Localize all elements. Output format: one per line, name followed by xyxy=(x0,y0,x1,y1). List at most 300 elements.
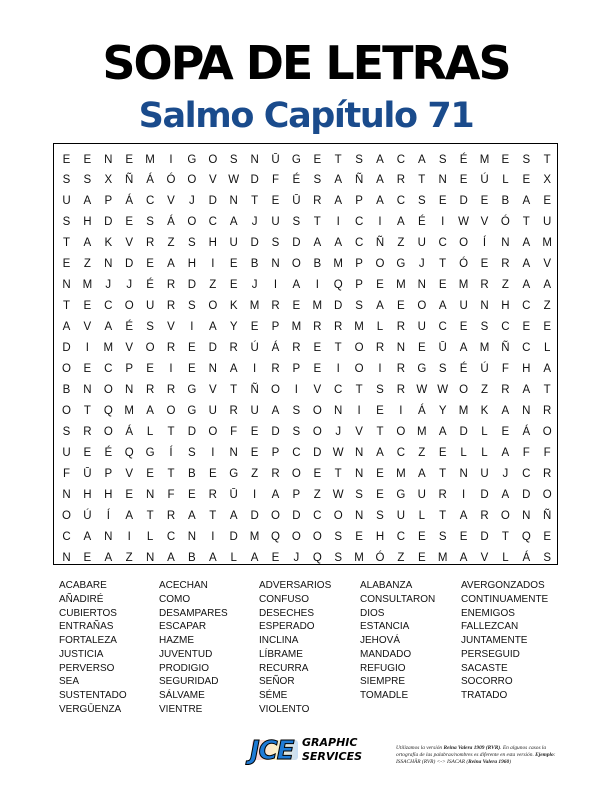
grid-cell[interactable]: O xyxy=(103,383,113,396)
grid-cell[interactable]: B xyxy=(188,467,196,480)
grid-cell[interactable]: I xyxy=(127,530,131,543)
grid-cell[interactable]: U xyxy=(480,467,489,480)
grid-cell[interactable]: M xyxy=(333,258,343,271)
grid-cell[interactable]: A xyxy=(208,551,217,564)
grid-cell[interactable]: L xyxy=(460,446,467,459)
grid-cell[interactable]: G xyxy=(396,258,406,271)
grid-cell[interactable]: E xyxy=(376,467,384,480)
grid-cell[interactable]: E xyxy=(501,153,510,166)
grid-cell[interactable]: I xyxy=(336,216,340,229)
grid-cell[interactable]: A xyxy=(167,551,175,564)
grid-cell[interactable]: N xyxy=(438,174,447,187)
grid-cell[interactable]: J xyxy=(335,425,342,438)
grid-cell[interactable]: X xyxy=(104,174,113,187)
grid-cell[interactable]: G xyxy=(187,404,197,417)
grid-cell[interactable]: J xyxy=(293,551,300,564)
grid-cell[interactable]: O xyxy=(375,258,385,271)
grid-cell[interactable]: R xyxy=(396,321,406,334)
grid-cell[interactable]: B xyxy=(188,551,196,564)
grid-cell[interactable]: D xyxy=(125,258,134,271)
grid-cell[interactable]: D xyxy=(334,300,343,313)
grid-cell[interactable]: A xyxy=(188,509,196,522)
grid-cell[interactable]: O xyxy=(208,425,218,438)
grid-cell[interactable]: E xyxy=(146,363,154,375)
grid-cell[interactable]: N xyxy=(354,467,364,480)
grid-cell[interactable]: L xyxy=(230,551,237,564)
grid-cell[interactable]: Y xyxy=(229,321,238,334)
grid-cell[interactable]: I xyxy=(252,363,257,375)
grid-cell[interactable]: A xyxy=(501,446,510,459)
grid-cell[interactable]: J xyxy=(502,467,509,480)
grid-cell[interactable]: H xyxy=(83,216,92,229)
grid-cell[interactable]: M xyxy=(82,279,93,292)
grid-cell[interactable]: A xyxy=(376,153,384,166)
grid-cell[interactable]: C xyxy=(522,300,531,313)
grid-cell[interactable]: E xyxy=(188,363,196,375)
grid-cell[interactable]: E xyxy=(459,321,468,334)
grid-cell[interactable]: E xyxy=(125,216,134,229)
grid-cell[interactable]: A xyxy=(543,363,552,375)
grid-cell[interactable]: T xyxy=(334,153,342,166)
grid-cell[interactable]: I xyxy=(252,488,257,501)
grid-cell[interactable]: A xyxy=(334,237,343,250)
grid-cell[interactable]: A xyxy=(334,195,343,208)
grid-cell[interactable]: N xyxy=(522,509,531,522)
grid-cell[interactable]: W xyxy=(458,216,470,229)
grid-cell[interactable]: D xyxy=(187,425,197,438)
grid-cell[interactable]: A xyxy=(62,321,71,334)
grid-cell[interactable]: Z xyxy=(125,551,133,564)
grid-cell[interactable]: R xyxy=(166,383,176,396)
grid-cell[interactable]: Ó xyxy=(375,551,385,564)
grid-cell[interactable]: J xyxy=(418,258,425,271)
grid-cell[interactable]: E xyxy=(313,153,322,166)
grid-cell[interactable]: M xyxy=(458,404,469,417)
grid-cell[interactable]: S xyxy=(62,174,71,187)
grid-cell[interactable]: T xyxy=(418,174,426,187)
grid-cell[interactable]: I xyxy=(399,404,403,417)
grid-cell[interactable]: Ó xyxy=(166,174,176,187)
grid-cell[interactable]: R xyxy=(313,195,322,208)
grid-cell[interactable]: I xyxy=(85,342,89,355)
grid-cell[interactable]: C xyxy=(396,446,406,459)
grid-cell[interactable]: D xyxy=(313,446,322,459)
grid-cell[interactable]: N xyxy=(83,383,92,396)
grid-cell[interactable]: T xyxy=(355,383,363,396)
grid-cell[interactable]: M xyxy=(354,551,364,564)
grid-cell[interactable]: R xyxy=(543,467,552,480)
grid-cell[interactable]: N xyxy=(62,551,71,564)
grid-cell[interactable]: E xyxy=(313,342,322,355)
grid-cell[interactable]: E xyxy=(83,153,92,166)
grid-cell[interactable]: É xyxy=(104,446,113,459)
grid-cell[interactable]: R xyxy=(229,404,238,417)
grid-cell[interactable]: Y xyxy=(438,404,447,417)
grid-cell[interactable]: É xyxy=(292,174,301,187)
grid-cell[interactable]: Ū xyxy=(83,467,92,480)
grid-cell[interactable]: S xyxy=(438,363,447,375)
grid-cell[interactable]: V xyxy=(125,467,134,480)
grid-cell[interactable]: R xyxy=(396,174,406,187)
grid-cell[interactable]: C xyxy=(145,195,155,208)
grid-cell[interactable]: Ū xyxy=(292,195,301,208)
grid-cell[interactable]: B xyxy=(313,258,322,271)
grid-cell[interactable]: R xyxy=(375,342,385,355)
grid-cell[interactable]: F xyxy=(271,174,280,187)
grid-cell[interactable]: H xyxy=(522,363,531,375)
grid-cell[interactable]: T xyxy=(334,467,342,480)
grid-cell[interactable]: Z xyxy=(543,300,551,313)
grid-cell[interactable]: P xyxy=(104,467,113,480)
grid-cell[interactable]: Q xyxy=(312,551,322,564)
grid-cell[interactable]: A xyxy=(250,551,259,564)
grid-cell[interactable]: U xyxy=(396,509,406,522)
grid-cell[interactable]: S xyxy=(188,446,196,459)
grid-cell[interactable]: A xyxy=(459,509,468,522)
grid-cell[interactable]: E xyxy=(417,530,426,543)
grid-cell[interactable]: D xyxy=(208,195,217,208)
grid-cell[interactable]: Í xyxy=(169,446,173,459)
grid-cell[interactable]: Á xyxy=(146,174,154,187)
grid-cell[interactable]: N xyxy=(187,530,197,543)
grid-cell[interactable]: Z xyxy=(251,467,259,480)
grid-cell[interactable]: A xyxy=(459,342,468,355)
grid-cell[interactable]: D xyxy=(292,237,301,250)
grid-cell[interactable]: Í xyxy=(482,237,487,250)
grid-cell[interactable]: N xyxy=(145,551,155,564)
grid-cell[interactable]: B xyxy=(250,258,259,271)
grid-cell[interactable]: L xyxy=(481,425,488,438)
grid-cell[interactable]: E xyxy=(376,279,384,292)
grid-cell[interactable]: O xyxy=(271,383,280,396)
grid-cell[interactable]: E xyxy=(250,425,259,438)
grid-cell[interactable]: N xyxy=(208,363,217,375)
grid-cell[interactable]: R xyxy=(480,509,489,522)
grid-cell[interactable]: A xyxy=(208,321,217,334)
grid-cell[interactable]: A xyxy=(376,195,384,208)
grid-cell[interactable]: N xyxy=(104,258,113,271)
grid-cell[interactable]: C xyxy=(438,237,447,250)
grid-cell[interactable]: N xyxy=(354,509,364,522)
grid-cell[interactable]: Ú xyxy=(83,509,92,522)
grid-cell[interactable]: L xyxy=(146,425,154,438)
grid-cell[interactable]: Z xyxy=(83,258,91,271)
grid-cell[interactable]: R xyxy=(292,342,301,355)
grid-cell[interactable]: W xyxy=(416,383,428,396)
grid-cell[interactable]: M xyxy=(124,404,134,417)
grid-cell[interactable]: A xyxy=(334,174,343,187)
grid-cell[interactable]: O xyxy=(354,342,364,355)
grid-cell[interactable]: V xyxy=(543,258,552,271)
grid-cell[interactable]: Z xyxy=(167,237,175,250)
grid-cell[interactable]: T xyxy=(439,509,447,522)
grid-cell[interactable]: Z xyxy=(397,237,405,250)
grid-cell[interactable]: Ñ xyxy=(354,174,364,187)
grid-cell[interactable]: E xyxy=(188,342,196,355)
grid-cell[interactable]: A xyxy=(167,258,175,271)
grid-cell[interactable]: A xyxy=(522,279,531,292)
grid-cell[interactable]: J xyxy=(189,195,195,208)
grid-cell[interactable]: C xyxy=(396,530,406,543)
grid-cell[interactable]: O xyxy=(417,300,427,313)
grid-cell[interactable]: I xyxy=(211,530,215,543)
grid-cell[interactable]: O xyxy=(187,174,197,187)
grid-cell[interactable]: S xyxy=(438,530,447,543)
grid-cell[interactable]: E xyxy=(83,551,92,564)
grid-cell[interactable]: S xyxy=(522,153,531,166)
grid-cell[interactable]: G xyxy=(417,363,427,375)
grid-cell[interactable]: É xyxy=(459,363,468,375)
grid-cell[interactable]: D xyxy=(62,342,71,355)
grid-cell[interactable]: S xyxy=(229,153,238,166)
grid-cell[interactable]: A xyxy=(438,425,447,438)
grid-cell[interactable]: M xyxy=(249,530,260,543)
grid-cell[interactable]: V xyxy=(313,383,322,396)
grid-cell[interactable]: C xyxy=(208,216,217,229)
grid-cell[interactable]: N xyxy=(104,153,113,166)
grid-cell[interactable]: E xyxy=(146,467,154,480)
grid-cell[interactable]: N xyxy=(417,279,426,292)
grid-cell[interactable]: I xyxy=(378,216,382,229)
grid-cell[interactable]: C xyxy=(396,153,406,166)
grid-cell[interactable]: A xyxy=(104,321,113,334)
grid-cell[interactable]: Á xyxy=(125,195,134,208)
grid-cell[interactable]: T xyxy=(543,383,551,396)
grid-cell[interactable]: Q xyxy=(333,279,343,292)
grid-cell[interactable]: A xyxy=(229,363,238,375)
grid-cell[interactable]: E xyxy=(543,321,552,334)
grid-cell[interactable]: P xyxy=(355,279,363,292)
grid-cell[interactable]: Q xyxy=(271,530,280,543)
grid-cell[interactable]: S xyxy=(355,488,363,501)
grid-cell[interactable]: A xyxy=(271,404,280,417)
grid-cell[interactable]: C xyxy=(166,530,176,543)
grid-cell[interactable]: R xyxy=(166,509,176,522)
grid-cell[interactable]: D xyxy=(208,342,217,355)
grid-cell[interactable]: E xyxy=(208,467,217,480)
grid-cell[interactable]: Ó xyxy=(500,216,510,229)
grid-cell[interactable]: Ñ xyxy=(125,174,134,187)
grid-cell[interactable]: Z xyxy=(501,279,509,292)
grid-cell[interactable]: S xyxy=(376,509,384,522)
grid-cell[interactable]: D xyxy=(250,509,259,522)
grid-cell[interactable]: R xyxy=(271,363,280,375)
grid-cell[interactable]: A xyxy=(376,300,384,313)
grid-cell[interactable]: S xyxy=(438,153,447,166)
grid-cell[interactable]: E xyxy=(83,363,92,375)
grid-cell[interactable]: L xyxy=(543,342,551,355)
grid-cell[interactable]: V xyxy=(83,321,92,334)
grid-cell[interactable]: C xyxy=(62,530,71,543)
grid-cell[interactable]: U xyxy=(543,216,552,229)
grid-cell[interactable]: A xyxy=(501,404,510,417)
grid-cell[interactable]: T xyxy=(167,425,175,438)
grid-cell[interactable]: E xyxy=(146,258,154,271)
grid-cell[interactable]: N xyxy=(522,404,531,417)
grid-cell[interactable]: E xyxy=(438,279,447,292)
grid-cell[interactable]: O xyxy=(124,300,134,313)
grid-cell[interactable]: E xyxy=(271,551,280,564)
grid-cell[interactable]: T xyxy=(334,342,342,355)
grid-cell[interactable]: M xyxy=(417,425,427,438)
grid-cell[interactable]: F xyxy=(167,488,175,501)
grid-cell[interactable]: G xyxy=(291,153,301,166)
grid-cell[interactable]: U xyxy=(459,300,468,313)
grid-cell[interactable]: I xyxy=(315,279,319,292)
grid-cell[interactable]: S xyxy=(62,216,71,229)
grid-cell[interactable]: E xyxy=(417,342,426,355)
grid-cell[interactable]: R xyxy=(271,467,280,480)
grid-cell[interactable]: C xyxy=(313,509,322,522)
grid-cell[interactable]: Z xyxy=(209,279,217,292)
grid-cell[interactable]: C xyxy=(292,446,301,459)
grid-cell[interactable]: A xyxy=(522,195,531,208)
grid-cell[interactable]: X xyxy=(543,174,552,187)
grid-cell[interactable]: E xyxy=(229,279,238,292)
grid-cell[interactable]: R xyxy=(145,383,155,396)
grid-cell[interactable]: I xyxy=(211,258,215,271)
grid-cell[interactable]: U xyxy=(145,300,155,313)
grid-cell[interactable]: O xyxy=(542,488,552,501)
grid-cell[interactable]: H xyxy=(375,530,385,543)
grid-cell[interactable]: A xyxy=(229,216,238,229)
grid-cell[interactable]: F xyxy=(62,467,71,480)
grid-cell[interactable]: P xyxy=(271,321,280,334)
grid-cell[interactable]: C xyxy=(396,195,406,208)
grid-cell[interactable]: A xyxy=(146,404,154,417)
grid-cell[interactable]: N xyxy=(334,404,343,417)
grid-cell[interactable]: I xyxy=(211,446,215,459)
grid-cell[interactable]: E xyxy=(292,300,301,313)
grid-cell[interactable]: A xyxy=(376,174,384,187)
grid-cell[interactable]: O xyxy=(396,425,406,438)
grid-cell[interactable]: L xyxy=(376,321,384,334)
grid-cell[interactable]: R xyxy=(501,258,510,271)
grid-cell[interactable]: O xyxy=(62,509,71,522)
grid-cell[interactable]: U xyxy=(62,446,71,459)
grid-cell[interactable]: R xyxy=(438,488,447,501)
grid-cell[interactable]: O xyxy=(333,509,343,522)
grid-cell[interactable]: S xyxy=(313,174,322,187)
grid-cell[interactable]: E xyxy=(271,195,280,208)
grid-cell[interactable]: R xyxy=(313,321,322,334)
grid-cell[interactable]: E xyxy=(438,446,447,459)
grid-cell[interactable]: K xyxy=(104,237,113,250)
grid-cell[interactable]: N xyxy=(145,488,155,501)
grid-cell[interactable]: E xyxy=(62,153,71,166)
grid-cell[interactable]: M xyxy=(249,300,260,313)
grid-cell[interactable]: D xyxy=(271,425,280,438)
grid-cell[interactable]: F xyxy=(543,446,551,459)
grid-cell[interactable]: Ú xyxy=(480,174,489,187)
grid-cell[interactable]: H xyxy=(208,237,217,250)
grid-cell[interactable]: Á xyxy=(271,342,280,355)
grid-cell[interactable]: A xyxy=(313,237,322,250)
grid-cell[interactable]: T xyxy=(230,383,238,396)
grid-cell[interactable]: C xyxy=(104,300,113,313)
grid-cell[interactable]: Ó xyxy=(459,258,469,271)
grid-cell[interactable]: S xyxy=(271,237,280,250)
grid-cell[interactable]: R xyxy=(334,321,343,334)
grid-cell[interactable]: A xyxy=(83,530,92,543)
grid-cell[interactable]: E xyxy=(125,488,134,501)
grid-cell[interactable]: E xyxy=(417,551,426,564)
grid-cell[interactable]: T xyxy=(146,509,154,522)
grid-cell[interactable]: S xyxy=(83,174,92,187)
grid-cell[interactable]: O xyxy=(542,425,552,438)
grid-cell[interactable]: S xyxy=(292,425,301,438)
grid-cell[interactable]: M xyxy=(312,300,323,313)
grid-cell[interactable]: N xyxy=(396,342,406,355)
grid-cell[interactable]: L xyxy=(146,530,154,543)
grid-cell[interactable]: W xyxy=(437,383,449,396)
grid-cell[interactable]: R xyxy=(166,279,176,292)
grid-cell[interactable]: V xyxy=(208,383,217,396)
grid-cell[interactable]: S xyxy=(146,216,154,229)
grid-cell[interactable]: U xyxy=(271,216,280,229)
grid-cell[interactable]: H xyxy=(104,488,113,501)
grid-cell[interactable]: A xyxy=(229,509,238,522)
grid-cell[interactable]: V xyxy=(167,321,175,334)
grid-cell[interactable]: E xyxy=(250,446,259,459)
grid-cell[interactable]: Ū xyxy=(229,488,238,501)
grid-cell[interactable]: S xyxy=(480,321,489,334)
grid-cell[interactable]: I xyxy=(273,279,278,292)
grid-cell[interactable]: S xyxy=(292,216,301,229)
grid-cell[interactable]: O xyxy=(187,216,197,229)
grid-cell[interactable]: F xyxy=(522,446,530,459)
grid-cell[interactable]: T xyxy=(439,467,447,480)
grid-cell[interactable]: É xyxy=(459,153,468,166)
grid-cell[interactable]: E xyxy=(313,467,322,480)
grid-cell[interactable]: M xyxy=(396,467,406,480)
grid-cell[interactable]: W xyxy=(228,174,240,187)
grid-cell[interactable]: R xyxy=(396,383,406,396)
grid-cell[interactable]: T xyxy=(376,425,384,438)
grid-cell[interactable]: O xyxy=(208,153,218,166)
grid-cell[interactable]: N xyxy=(480,300,489,313)
grid-cell[interactable]: A xyxy=(459,551,468,564)
grid-cell[interactable]: A xyxy=(417,467,426,480)
grid-cell[interactable]: H xyxy=(83,488,92,501)
grid-cell[interactable]: R xyxy=(501,383,510,396)
grid-cell[interactable]: I xyxy=(169,363,173,375)
grid-cell[interactable]: T xyxy=(83,404,91,417)
grid-cell[interactable]: Ñ xyxy=(501,342,510,355)
grid-cell[interactable]: R xyxy=(229,342,238,355)
grid-cell[interactable]: O xyxy=(291,467,301,480)
grid-cell[interactable]: C xyxy=(334,383,343,396)
grid-cell[interactable]: S xyxy=(146,321,154,334)
grid-cell[interactable]: A xyxy=(522,383,531,396)
grid-cell[interactable]: N xyxy=(62,279,71,292)
grid-cell[interactable]: A xyxy=(501,488,510,501)
grid-cell[interactable]: M xyxy=(542,237,552,250)
grid-cell[interactable]: M xyxy=(291,321,302,334)
grid-cell[interactable]: E xyxy=(480,258,489,271)
grid-cell[interactable]: C xyxy=(522,467,531,480)
grid-cell[interactable]: O xyxy=(271,509,280,522)
grid-cell[interactable]: E xyxy=(459,174,468,187)
grid-cell[interactable]: P xyxy=(125,363,134,375)
grid-cell[interactable]: Z xyxy=(313,488,321,501)
grid-cell[interactable]: E xyxy=(376,488,384,501)
grid-cell[interactable]: J xyxy=(105,279,112,292)
grid-cell[interactable]: A xyxy=(83,195,92,208)
grid-cell[interactable]: M xyxy=(458,279,469,292)
grid-cell[interactable]: I xyxy=(169,153,173,166)
grid-cell[interactable]: Q xyxy=(103,404,113,417)
